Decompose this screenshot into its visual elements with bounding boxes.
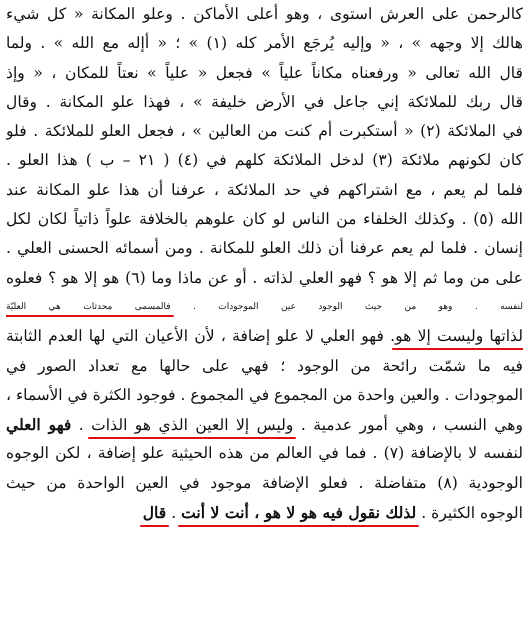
text-segment: على من وما ثم إلا هو ؟ فهو العلي لذاته . أو عن ماذا وما (٦) هو إلا هو ؟ فعلوه [6, 268, 523, 287]
text-segment: الوجودية (٨) متفاضلة . فعلو الإضافة موجود في العين الواحدة من حيث [6, 473, 523, 492]
text-line-18 [6, 498, 523, 527]
text-segment: إنسان . فلما لم يعم عرفنا أن ذلك العلو للمكانة . ومن أسمائه الحسنى العلي . [6, 239, 523, 258]
text-segment: الله (٥) . وكذلك الخلفاء من الناس لو كان علوهم بالخلافة علواً ذاتياً لكان لكل [6, 210, 523, 229]
text-segment: هالك إلا وجهه » ، « وإليه يُرجَع الأمر كله (١) » ؛ « أإله مع الله » . ولما [6, 34, 523, 53]
text-segment: لنفسه . وهو من حيث الوجود عين الموجودات . [170, 301, 523, 312]
text-line-9 [6, 234, 523, 263]
underlined-text: لذاتها وليست إلا هو [395, 327, 523, 346]
text-segment: . فهو العلي لا علو إضافة ، لأن الأعيان التي لها العدم الثابتة [6, 327, 396, 346]
text-line-8 [6, 205, 523, 234]
text-segment: في الملائكة (٢) « أستكبرت أم كنت من العالين » ، فجعل العلو للملائكة . فلو [6, 122, 523, 141]
text-line-16 [6, 439, 523, 468]
document-text-body [6, 0, 523, 527]
text-segment: وهي النسب ، وهي أمور عدمية . [293, 416, 523, 435]
underlined-text: وليس إلا العين الذي هو الذات [91, 416, 294, 435]
text-segment: قال الله تعالى « ورفعناه مكاناً علياً » فجعل « علياً » نعتاً للمكان ، « وإذ [6, 63, 523, 82]
text-line-2 [6, 29, 523, 58]
text-line-3 [6, 59, 523, 88]
text-segment: فيه ما شمّت رائحة من الوجود ؛ فهي على حالها مع تعداد الصور في [6, 356, 523, 375]
underlined-text: لذلك نقول فيه هو لا هو ، أنت لا أنت [181, 503, 417, 523]
text-line-6 [6, 146, 523, 175]
text-segment: الوجوه الكثيرة . [416, 504, 523, 523]
text-segment: الموجودات . والعين واحدة من المجموع في المجموع . فوجود الكثرة في الأسماء ، [6, 385, 523, 404]
text-line-17 [6, 469, 523, 498]
text-segment: لنفسه لا بالإضافة (٧) . فما في العالم من هذه الحيثية علو إضافة ، لكن الوجوه [6, 444, 523, 463]
text-segment: كان لكونهم ملائكة (٣) لدخل الملائكة كلهم في (٤) ( ٢١ – ب ) هذا العلو . [6, 151, 523, 170]
text-line-11 [6, 293, 523, 322]
text-segment: فلما لم يعم ، مع اشتراكهم في حد الملائكة ، عرفنا أن هذا علو المكانة عند [6, 180, 523, 199]
text-line-14 [6, 381, 523, 410]
text-segment: قال ربك للملائكة إني جاعل في الأرض خليفة » ، فهذا علو المكانة . وقال [6, 92, 523, 111]
text-segment: فهو العلي [6, 415, 72, 435]
text-line-13 [6, 352, 523, 381]
underlined-text: فالمسمى محدثات هي العليّة [6, 301, 171, 312]
text-segment: . [166, 504, 182, 523]
text-line-10 [6, 264, 523, 293]
text-line-7 [6, 176, 523, 205]
text-line-1 [6, 0, 523, 29]
text-line-4 [6, 88, 523, 117]
text-segment: كالرحمن على العرش استوى ، وهو أعلى الأماكن . وعلو المكانة « كل شيء [6, 5, 523, 23]
text-segment: . [71, 416, 92, 435]
text-line-12 [6, 322, 523, 351]
underlined-text: قال [142, 503, 167, 523]
text-line-5 [6, 117, 523, 146]
text-line-15 [6, 410, 523, 439]
